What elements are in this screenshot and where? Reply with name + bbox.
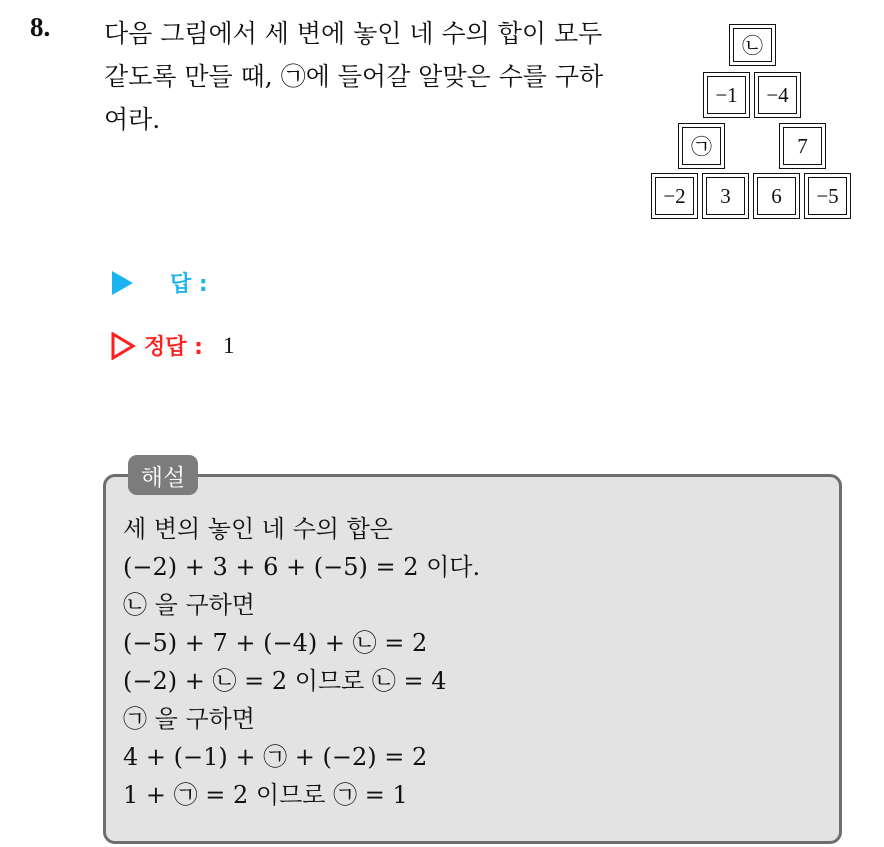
solution-line: ㉠ 을 구하면 [123,705,255,733]
figure-cell: 6 [753,173,800,219]
solution-line: (−2) + 3 + 6 + (−5) = 2 이다. [123,553,481,581]
solution-line: 4 + (−1) + ㉠ + (−2) = 2 [123,743,428,771]
outline-triangle-icon [110,332,136,360]
correct-answer-label: 정답 : [144,335,203,360]
answer-row [110,267,228,298]
correct-answer-value: 1 [222,332,235,358]
figure-cell-blank-a: ㉠ [678,123,725,169]
figure-cell: −4 [754,72,801,118]
figure-cell-top: ㉡ [729,24,776,66]
question-number: 8. [30,12,51,42]
figure-cell: −1 [703,72,750,118]
question-line: 같도록 만들 때, ㉠에 들어갈 알맞은 수를 구하 [104,62,604,91]
solution-line: (−5) + 7 + (−4) + ㉡ = 2 [123,629,428,657]
play-marker-icon [110,270,134,296]
question-line: 다음 그림에서 세 변에 놓인 네 수의 합이 모두 [104,19,603,48]
figure-cell: 3 [702,173,749,219]
solution-text [123,510,480,814]
question-line: 여라. [104,105,161,134]
solution-line: 1 + ㉠ = 2 이므로 ㉠ = 1 [123,781,408,809]
solution-line: 세 변의 놓인 네 수의 합은 [123,515,393,543]
solution-tag: 해설 [128,455,198,495]
figure-cell: −2 [651,173,698,219]
correct-answer-row [110,330,234,361]
solution-line: (−2) + ㉡ = 2 이므로 ㉡ = 4 [123,667,447,695]
answer-label: 답 : [170,272,208,297]
question-text [104,12,634,141]
figure-cell: 7 [779,123,826,169]
figure-cell: −5 [804,173,851,219]
solution-line: ㉡ 을 구하면 [123,591,255,619]
